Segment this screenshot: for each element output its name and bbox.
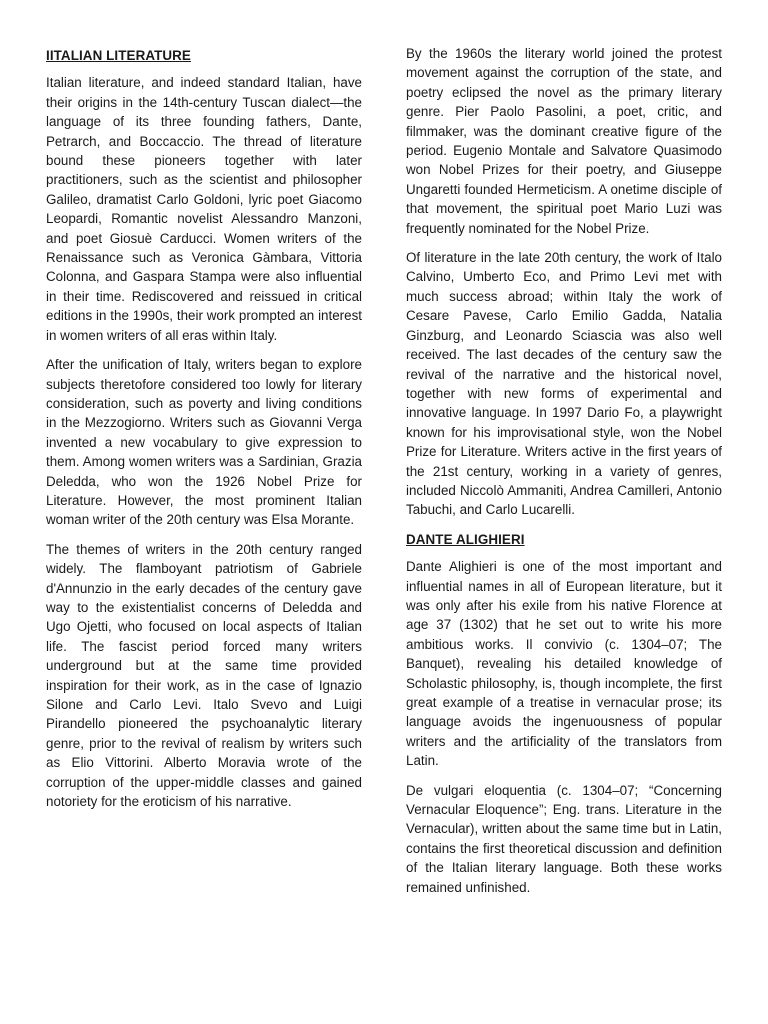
paragraph-unification: After the unification of Italy, writers began to explore subjects theretofore considered too lowly for literary consideration, such as poverty and living conditions in the Mezzogiorno. Writers such as Giovanni Verga invented a new vocabulary to give expression to them. Among women writers was a Sardinian, Grazia Deledda, who won the 1926 Nobel Prize for Literature. However, the most prominent Italian woman writer of the 20th century was Elsa Morante. — [46, 357, 362, 528]
paragraph-dante-intro: Dante Alighieri is one of the most important and influential names in all of European literature, but it was only after his exile from his native Florence at age 37 (1302) that he set out to write his more ambitious works. Il convivio (c. 1304–07; The Banquet), revealing his detailed knowledge of Scholastic philosophy, is, though incomplete, the first great example of a treatise in vernacular prose; its language avoids the ingenuousness of popular writers and the artificiality of the translators from Latin. — [406, 559, 722, 769]
section-heading-italian-literature: IITALIAN LITERATURE — [46, 48, 191, 63]
paragraph-origins: Italian literature, and indeed standard Italian, have their origins in the 14th-century Tuscan dialect—the language of its three founding fathers, Dante, Petrarch, and Boccaccio. The thread of literature bound these pioneers together with later practitioners, such as the scientist and philosopher Galileo, dramatist Carlo Goldoni, lyric poet Giacomo Leopardi, Romantic novelist Alessandro Manzoni, and poet Giosuè Carducci. Women writers of the Renaissance such as Veronica Gàmbara, Vittoria Colonna, and Gaspara Stampa were also influential in their time. Rediscovered and reissued in critical editions in the 1990s, their work prompted an interest in women writers of all eras within Italy. — [46, 75, 362, 343]
paragraph-1960s: By the 1960s the literary world joined the protest movement against the corruption of the state, and poetry eclipsed the novel as the primary literary genre. Pier Paolo Pasolini, a poet, critic, and filmmaker, was the dominant creative figure of the period. Eugenio Montale and Salvatore Quasimodo won Nobel Prizes for their poetry, and Giuseppe Ungaretti founded Hermeticism. A onetime disciple of that movement, the spiritual poet Mario Luzi was frequently nominated for the Nobel Prize. — [406, 46, 722, 236]
paragraph-20th-century-themes: The themes of writers in the 20th century ranged widely. The flamboyant patriotism of Gabriele d'Annunzio in the early decades of the century gave way to the existentialist concerns of Deledda and Ugo Ojetti, who focused on local aspects of Italian life. The fascist period forced many writers underground but at the same time provided inspiration for their work, as in the case of Ignazio Silone and Carlo Levi. Italo Svevo and Luigi Pirandello pioneered the psychoanalytic literary genre, prior to the revival of realism by writers such as Elio Vittorini. Alberto Moravia wrote of the corruption of the upper-middle classes and gained notoriety for the eroticism of his narrative. — [46, 541, 362, 810]
paragraph-late-20th-century: Of literature in the late 20th century, the work of Italo Calvino, Umberto Eco, and Primo Levi met with much success abroad; within Italy the work of Cesare Pavese, Carlo Emilio Gadda, Natalia Ginzburg, and Leonardo Sciascia was also well received. The last decades of the century saw the revival of the narrative and the historical novel, together with new forms of experimental and innovative language. In 1997 Dario Fo, a playwright known for his improvisational style, won the Nobel Prize for Literature. Writers active in the first years of the 21st century, working in a variety of genres, included Niccolò Ammaniti, Andrea Camilleri, Antonio Tabuchi, and Carlo Lucarelli. — [406, 250, 722, 518]
paragraph-de-vulgari-eloquentia: De vulgari eloquentia (c. 1304–07; “Concerning Vernacular Eloquence”; Eng. trans. Literature in the Vernacular), written about the same time but in Latin, contains the first theoretical discussion and definition of the Italian literary language. Both these works remained unfinished. — [406, 782, 722, 895]
left-column — [46, 44, 362, 821]
right-column — [406, 44, 722, 907]
section-heading-dante-alighieri: DANTE ALIGHIERI — [406, 531, 525, 547]
